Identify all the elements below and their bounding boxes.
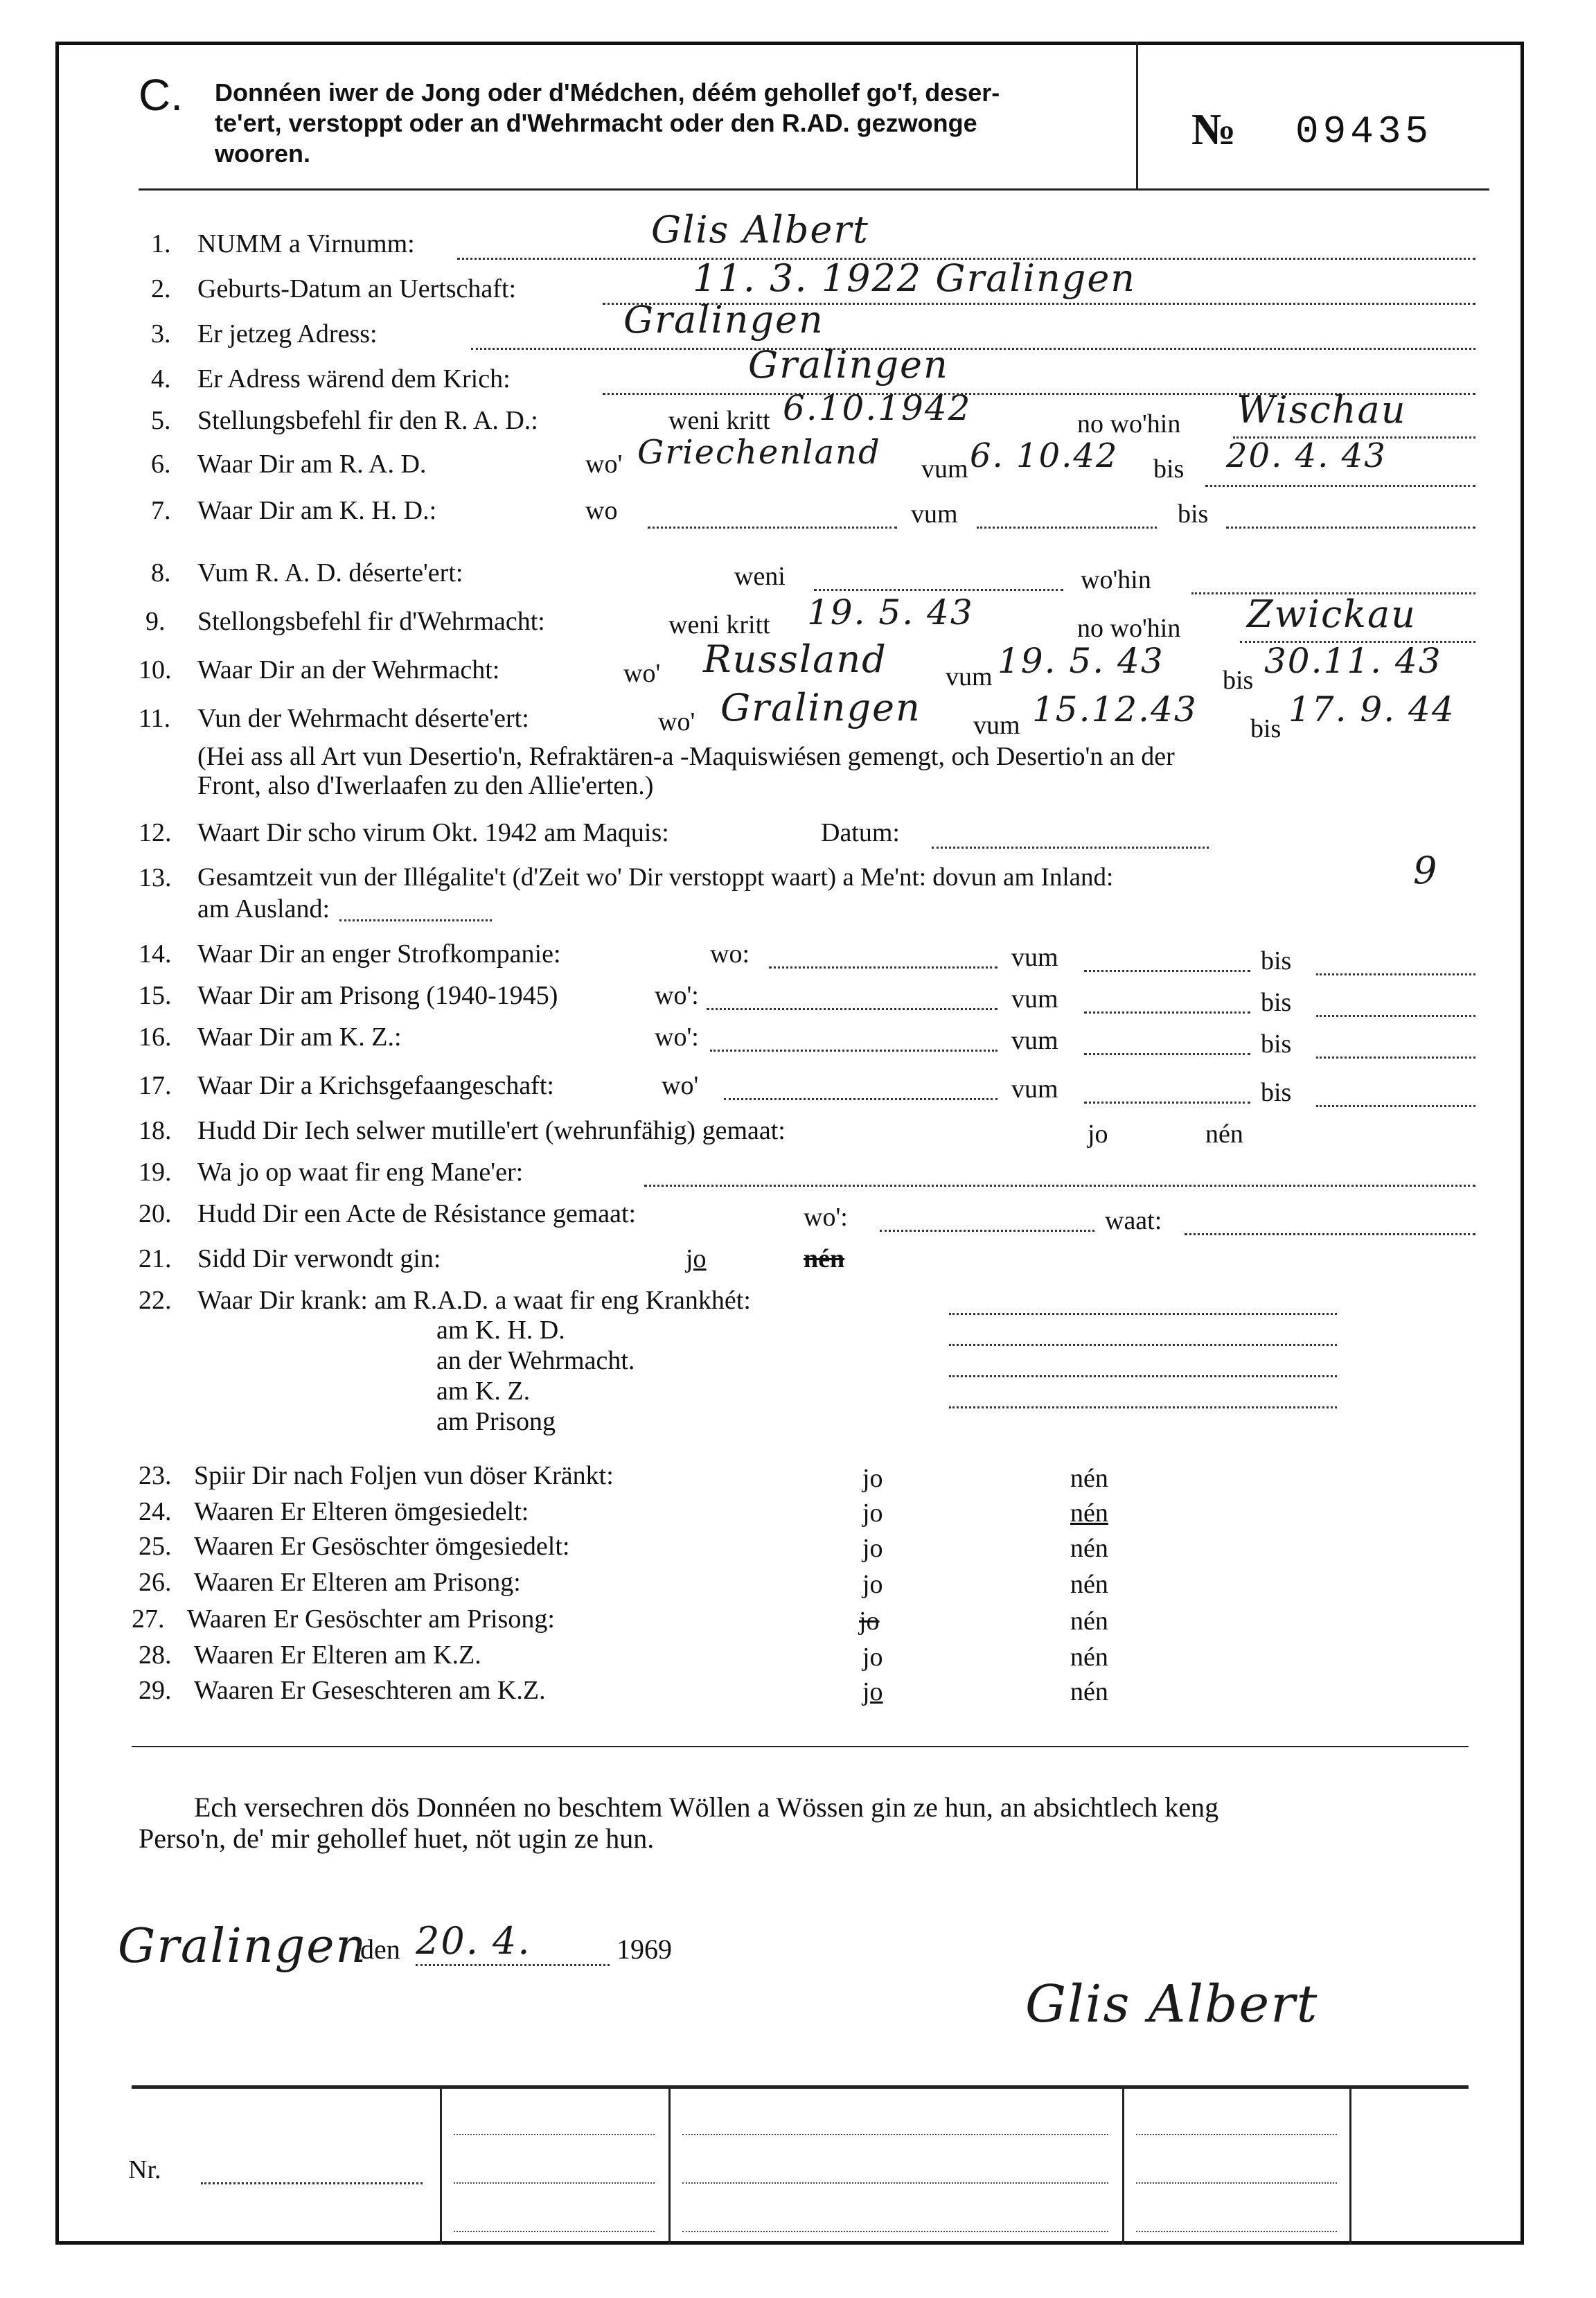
khd-bis-label: bis bbox=[1178, 500, 1209, 529]
footer-col-divider bbox=[1349, 2085, 1351, 2245]
kz-to-line[interactable] bbox=[1316, 1057, 1475, 1059]
penal-wo-label: wo: bbox=[710, 939, 750, 969]
signature-date: 20. 4. bbox=[416, 1919, 531, 1963]
desertion-note-line-1: (Hei ass all Art vun Desertio'n, Refraktären-a -Maquiswiésen gemengt, och Desertio'n an der bbox=[197, 742, 1175, 771]
maquis-label: Waart Dir scho virum Okt. 1942 am Maquis: bbox=[197, 818, 669, 847]
rad-desert-label: Vum R. A. D. déserte'ert: bbox=[197, 558, 463, 587]
signature-den-label: den bbox=[360, 1934, 400, 1965]
pow-from-line[interactable] bbox=[1084, 1102, 1250, 1104]
maquis-datum-label: Datum: bbox=[821, 818, 900, 847]
footer-cell-line[interactable] bbox=[1136, 2231, 1337, 2232]
signature-place: Gralingen bbox=[118, 1919, 368, 1974]
header-divider bbox=[1136, 42, 1138, 191]
wehrmacht-wo-label: wo' bbox=[623, 659, 661, 688]
wehrmacht-desert-vum-label: vum bbox=[973, 711, 1020, 740]
footer-cell-line[interactable] bbox=[682, 2182, 1108, 2184]
illness-sub-wehrmacht: an der Wehrmacht. bbox=[436, 1346, 635, 1375]
wounded-jo[interactable]: jo bbox=[686, 1244, 707, 1273]
header-title-line-3: wooren. bbox=[215, 139, 311, 168]
row-number: 19. bbox=[139, 1158, 172, 1187]
prison-from-line[interactable] bbox=[1084, 1011, 1250, 1014]
wehrmacht-desert-wo-label: wo' bbox=[658, 707, 695, 736]
header-title-line-2: te'ert, verstoppt oder an d'Wehrmacht oder den R.AD. gezwonge bbox=[215, 109, 977, 137]
row-number: 7. bbox=[151, 496, 171, 525]
declaration-line-2: Perso'n, de' mir gehollef huet, nöt ugin ze hun. bbox=[139, 1823, 655, 1854]
footer-col-divider bbox=[1122, 2085, 1124, 2245]
prison-wo-label: wo': bbox=[655, 981, 699, 1010]
wehrmacht-desert-from-value: 15.12.43 bbox=[1032, 689, 1198, 730]
resistance-label: Hudd Dir een Acte de Résistance gemaat: bbox=[197, 1199, 637, 1228]
row-number: 22. bbox=[139, 1286, 172, 1315]
parents-kz-jo[interactable]: jo bbox=[862, 1643, 883, 1672]
rad-wo-label: wo' bbox=[585, 450, 623, 479]
khd-from-line[interactable] bbox=[977, 527, 1157, 529]
resistance-waat-label: waat: bbox=[1105, 1206, 1162, 1235]
wehrmacht-vum-label: vum bbox=[946, 662, 993, 691]
row-number: 10. bbox=[139, 655, 172, 684]
wehrmacht-bis-label: bis bbox=[1223, 666, 1254, 695]
header-rule bbox=[139, 188, 1489, 191]
parents-resettled-jo[interactable]: jo bbox=[862, 1499, 883, 1528]
siblings-prison-nen[interactable]: nén bbox=[1070, 1607, 1108, 1636]
illness-sub-prison: am Prisong bbox=[436, 1407, 556, 1436]
resistance-wo-label: wo': bbox=[804, 1203, 848, 1232]
wounded-nen[interactable]: nén bbox=[804, 1244, 845, 1273]
pow-to-line[interactable] bbox=[1316, 1105, 1475, 1107]
illness-effects-label: Spiir Dir nach Foljen vun döser Kränkt: bbox=[194, 1461, 614, 1490]
wehrmacht-order-label: Stellongsbefehl fir d'Wehrmacht: bbox=[197, 607, 545, 636]
row-number: 26. bbox=[139, 1568, 172, 1597]
desertion-note-line-2: Front, also d'Iwerlaafen zu den Allie'erten.) bbox=[197, 771, 654, 800]
footer-col-divider bbox=[440, 2085, 442, 2245]
header-title-line-1: Donnéen iwer de Jong oder d'Médchen, déém gehollef go'f, deser- bbox=[215, 78, 1000, 107]
parents-kz-nen[interactable]: nén bbox=[1070, 1643, 1108, 1672]
footer-cell-line[interactable] bbox=[454, 2134, 655, 2135]
khd-vum-label: vum bbox=[911, 500, 958, 529]
section-letter: C. bbox=[139, 70, 183, 120]
row-number: 12. bbox=[139, 818, 172, 847]
birth-value: 11. 3. 1922 Gralingen bbox=[693, 256, 1137, 300]
maquis-date-line[interactable] bbox=[932, 847, 1209, 849]
parents-prison-nen[interactable]: nén bbox=[1070, 1570, 1108, 1599]
rad-desert-wohin-label: wo'hin bbox=[1081, 565, 1151, 594]
rad-order-wohin-label: no wo'hin bbox=[1077, 409, 1181, 439]
kz-from-line[interactable] bbox=[1084, 1053, 1250, 1055]
name-value: Glis Albert bbox=[651, 208, 869, 251]
mutilation-jo[interactable]: jo bbox=[1088, 1120, 1108, 1149]
row-number: 1. bbox=[151, 229, 171, 258]
prison-place-line[interactable] bbox=[707, 1008, 998, 1010]
pow-vum-label: vum bbox=[1011, 1075, 1058, 1104]
row-number: 9. bbox=[145, 607, 166, 636]
row-number: 25. bbox=[139, 1532, 172, 1561]
signature: Glis Albert bbox=[1025, 1974, 1319, 2034]
siblings-kz-nen[interactable]: nén bbox=[1070, 1677, 1108, 1706]
rad-place-value: Griechenland bbox=[637, 433, 881, 472]
footer-cell-line[interactable] bbox=[1136, 2182, 1337, 2184]
khd-place-line[interactable] bbox=[648, 527, 897, 529]
rad-to-value: 20. 4. 43 bbox=[1226, 436, 1387, 475]
rad-to-line[interactable] bbox=[1205, 485, 1475, 487]
war-address-value: Gralingen bbox=[748, 343, 949, 387]
siblings-resettled-jo[interactable]: jo bbox=[862, 1534, 883, 1563]
siblings-resettled-label: Waaren Er Gesöschter ömgesiedelt: bbox=[194, 1532, 570, 1561]
wehrmacht-to-value: 30.11. 43 bbox=[1264, 641, 1442, 681]
wehrmacht-order-date-value: 19. 5. 43 bbox=[807, 592, 974, 633]
rad-desert-date-line[interactable] bbox=[814, 589, 1063, 591]
wehrmacht-order-place-value: Zwickau bbox=[1247, 592, 1417, 636]
rad-service-label: Waar Dir am R. A. D. bbox=[197, 450, 427, 479]
rad-order-place-value: Wischau bbox=[1236, 388, 1407, 432]
illness-sub-khd: am K. H. D. bbox=[436, 1316, 565, 1345]
war-address-label: Er Adress wärend dem Krich: bbox=[197, 364, 511, 394]
current-address-field-line[interactable] bbox=[471, 348, 1475, 350]
row-number: 17. bbox=[139, 1071, 172, 1100]
illness-khd-line[interactable] bbox=[949, 1344, 1337, 1346]
siblings-prison-label: Waaren Er Gesöschter am Prisong: bbox=[187, 1605, 555, 1634]
siblings-resettled-nen[interactable]: nén bbox=[1070, 1534, 1108, 1563]
parents-resettled-label: Waaren Er Elteren ömgesiedelt: bbox=[194, 1497, 529, 1526]
wehrmacht-order-wohin-label: no wo'hin bbox=[1077, 614, 1181, 643]
footer-cell-line[interactable] bbox=[682, 2231, 1108, 2232]
penal-vum-label: vum bbox=[1011, 943, 1058, 972]
kz-bis-label: bis bbox=[1261, 1029, 1292, 1059]
row-number: 16. bbox=[139, 1023, 172, 1052]
khd-label: Waar Dir am K. H. D.: bbox=[197, 496, 437, 525]
prison-vum-label: vum bbox=[1011, 984, 1058, 1014]
illegality-label: Gesamtzeit vun der Illégalite't (d'Zeit wo' Dir verstoppt waart) a Me'nt: dovun am Inland: bbox=[197, 863, 1114, 892]
prison-to-line[interactable] bbox=[1316, 1015, 1475, 1017]
penal-to-line[interactable] bbox=[1316, 973, 1475, 975]
prison-label: Waar Dir am Prisong (1940-1945) bbox=[197, 981, 558, 1010]
row-number: 20. bbox=[139, 1199, 172, 1228]
footer-cell-line[interactable] bbox=[454, 2182, 655, 2184]
footer-nr-label: Nr. bbox=[128, 2155, 161, 2184]
row-number: 18. bbox=[139, 1116, 172, 1145]
row-number: 4. bbox=[151, 364, 171, 394]
footer-cell-line[interactable] bbox=[1136, 2134, 1337, 2135]
illness-rad-line[interactable] bbox=[949, 1313, 1337, 1315]
pow-wo-label: wo' bbox=[662, 1071, 699, 1100]
pow-place-line[interactable] bbox=[724, 1098, 998, 1100]
penal-place-line[interactable] bbox=[769, 966, 998, 969]
parents-prison-jo[interactable]: jo bbox=[862, 1570, 883, 1599]
inland-months-value: 9 bbox=[1413, 849, 1439, 892]
resistance-what-line[interactable] bbox=[1185, 1233, 1475, 1235]
current-address-label: Er jetzeg Adress: bbox=[197, 319, 378, 348]
name-label: NUMM a Virnumm: bbox=[197, 229, 415, 258]
declaration-line-1: Ech versechren dös Donnéen no beschtem Wöllen a Wössen gin ze hun, an absichtlech keng bbox=[194, 1792, 1219, 1823]
wounded-label: Sidd Dir verwondt gin: bbox=[197, 1244, 441, 1273]
footer-cell-line[interactable] bbox=[682, 2134, 1108, 2135]
number-sign: № bbox=[1191, 105, 1236, 154]
kz-wo-label: wo': bbox=[655, 1023, 699, 1052]
illness-label: Waar Dir krank: am R.A.D. a waat fir eng Krankhét: bbox=[197, 1286, 751, 1315]
mutilation-manner-label: Wa jo op waat fir eng Mane'er: bbox=[197, 1158, 524, 1187]
illness-effects-nen[interactable]: nén bbox=[1070, 1464, 1108, 1493]
section-rule bbox=[132, 1746, 1469, 1747]
rad-order-date-value: 6.10.1942 bbox=[783, 388, 972, 428]
row-number: 8. bbox=[151, 558, 171, 587]
row-number: 27. bbox=[132, 1605, 165, 1634]
illness-wehrmacht-line[interactable] bbox=[949, 1375, 1337, 1377]
abroad-line[interactable] bbox=[339, 919, 492, 921]
parents-kz-label: Waaren Er Elteren am K.Z. bbox=[194, 1641, 481, 1670]
mutilation-label: Hudd Dir Iech selwer mutille'ert (wehrunfähig) gemaat: bbox=[197, 1116, 786, 1145]
wehrmacht-desert-label: Vun der Wehrmacht déserte'ert: bbox=[197, 704, 529, 733]
row-number: 23. bbox=[139, 1461, 172, 1490]
mutilation-nen[interactable]: nén bbox=[1205, 1120, 1243, 1149]
row-number: 11. bbox=[139, 704, 171, 733]
signature-year: 1969 bbox=[617, 1934, 672, 1965]
pow-label: Waar Dir a Krichsgefaangeschaft: bbox=[197, 1071, 554, 1100]
penal-from-line[interactable] bbox=[1084, 970, 1250, 972]
row-number: 2. bbox=[151, 274, 171, 303]
illness-sub-kz: am K. Z. bbox=[436, 1377, 531, 1406]
siblings-prison-jo[interactable]: jo bbox=[859, 1607, 880, 1636]
rad-vum-label: vum bbox=[921, 454, 968, 484]
siblings-kz-label: Waaren Er Geseschteren am K.Z. bbox=[194, 1676, 546, 1705]
kz-vum-label: vum bbox=[1011, 1026, 1058, 1055]
row-number: 15. bbox=[139, 981, 172, 1010]
rad-order-label: Stellungsbefehl fir den R. A. D.: bbox=[197, 406, 538, 435]
row-number: 28. bbox=[139, 1641, 172, 1670]
parents-prison-label: Waaren Er Elteren am Prisong: bbox=[194, 1568, 521, 1597]
row-number: 13. bbox=[139, 863, 172, 892]
siblings-kz-jo[interactable]: jo bbox=[862, 1677, 883, 1706]
prison-bis-label: bis bbox=[1261, 988, 1292, 1017]
mutilation-manner-line[interactable] bbox=[644, 1185, 1475, 1187]
footer-rule bbox=[132, 2085, 1469, 2089]
row-number: 24. bbox=[139, 1497, 172, 1526]
row-number: 21. bbox=[139, 1244, 172, 1273]
birth-label: Geburts-Datum an Uertschaft: bbox=[197, 274, 517, 303]
signature-date-line[interactable] bbox=[416, 1964, 610, 1966]
kz-place-line[interactable] bbox=[710, 1050, 998, 1052]
footer-cell-line[interactable] bbox=[454, 2231, 655, 2232]
form-number: 09435 bbox=[1295, 109, 1433, 154]
khd-to-line[interactable] bbox=[1226, 527, 1475, 529]
wehrmacht-from-value: 19. 5. 43 bbox=[998, 641, 1164, 681]
penal-company-label: Waar Dir an enger Strofkompanie: bbox=[197, 939, 561, 969]
row-number: 14. bbox=[139, 939, 172, 969]
rad-bis-label: bis bbox=[1153, 454, 1185, 484]
wehrmacht-service-label: Waar Dir an der Wehrmacht: bbox=[197, 655, 500, 684]
wehrmacht-desert-place-value: Gralingen bbox=[720, 686, 921, 730]
kz-label: Waar Dir am K. Z.: bbox=[197, 1023, 402, 1052]
row-number: 6. bbox=[151, 450, 171, 479]
parents-resettled-nen[interactable]: nén bbox=[1070, 1499, 1108, 1528]
illness-effects-jo[interactable]: jo bbox=[862, 1464, 883, 1493]
current-address-value: Gralingen bbox=[623, 298, 824, 342]
row-number: 29. bbox=[139, 1676, 172, 1705]
row-number: 3. bbox=[151, 319, 171, 348]
footer-col-divider bbox=[668, 2085, 671, 2245]
pow-bis-label: bis bbox=[1261, 1078, 1292, 1107]
resistance-place-line[interactable] bbox=[880, 1230, 1094, 1232]
rad-order-weni-label: weni kritt bbox=[668, 406, 770, 435]
row-number: 5. bbox=[151, 406, 171, 435]
abroad-label: am Ausland: bbox=[197, 894, 330, 923]
illness-kz-line[interactable] bbox=[949, 1406, 1337, 1408]
wehrmacht-order-weni-label: weni kritt bbox=[668, 610, 770, 639]
wehrmacht-place-value: Russland bbox=[703, 637, 887, 681]
rad-desert-weni-label: weni bbox=[734, 562, 786, 591]
wehrmacht-desert-to-value: 17. 9. 44 bbox=[1288, 689, 1455, 730]
penal-bis-label: bis bbox=[1261, 946, 1292, 975]
wehrmacht-desert-bis-label: bis bbox=[1250, 714, 1282, 743]
khd-wo-label: wo bbox=[585, 496, 618, 525]
footer-nr-line[interactable] bbox=[201, 2182, 423, 2184]
rad-from-value: 6. 10.42 bbox=[970, 436, 1119, 475]
